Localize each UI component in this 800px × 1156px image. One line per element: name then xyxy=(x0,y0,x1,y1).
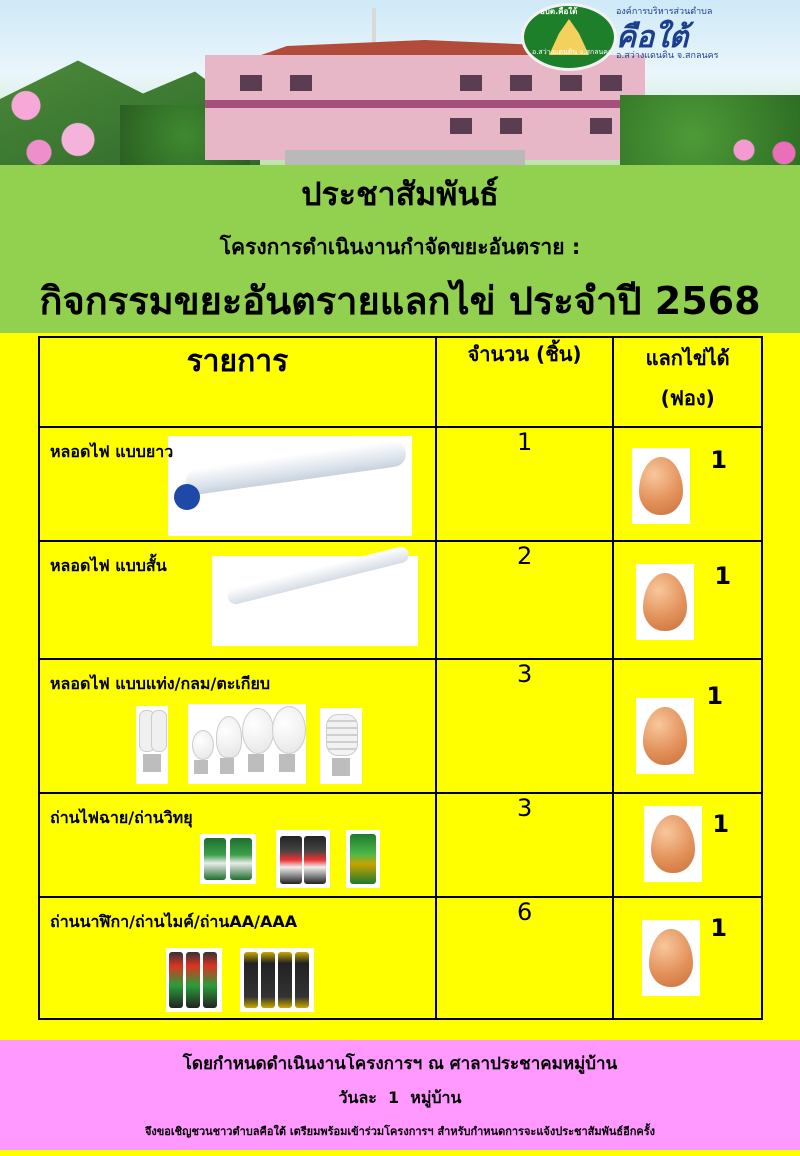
table-row xyxy=(39,897,762,1019)
egg-image xyxy=(632,448,690,524)
battery-shape xyxy=(278,952,292,1008)
bulb-base xyxy=(332,758,350,776)
aaa-battery-image xyxy=(240,948,314,1012)
item-label: ถ่านไฟฉาย/ถ่านวิทยุ xyxy=(50,808,193,827)
egg-image xyxy=(642,920,700,996)
item-cell xyxy=(39,427,436,541)
header-exchange-line2: (ฟอง) xyxy=(660,386,715,410)
eggs-value: 1 xyxy=(710,446,728,474)
building-window xyxy=(600,75,622,91)
bulb-shape xyxy=(242,708,274,754)
logo-top-text: อบต.คือใต้ xyxy=(540,7,578,16)
cfl-straight-image xyxy=(136,706,168,784)
org-location: อ.สว่างแดนดิน จ.สกลนคร xyxy=(616,51,719,61)
bulb-shape xyxy=(192,730,214,760)
flowers-left xyxy=(0,80,130,165)
item-cell xyxy=(39,659,436,793)
battery-shape xyxy=(169,952,183,1008)
egg-image xyxy=(636,698,694,774)
eggs-value: 1 xyxy=(714,562,732,590)
item-cell xyxy=(39,897,436,1019)
tube-cap xyxy=(174,484,200,510)
battery-shape xyxy=(203,952,217,1008)
egg-icon xyxy=(649,929,693,987)
org-type: องค์การบริหารส่วนตำบล xyxy=(616,7,713,17)
item-label: หลอดไฟ แบบแท่ง/กลม/ตะเกียบ xyxy=(50,674,270,693)
eggs-cell xyxy=(613,659,762,793)
flowers-right xyxy=(720,135,800,165)
battery-shape xyxy=(186,952,200,1008)
header-quantity: จำนวน (ชิ้น) xyxy=(436,337,614,427)
eggs-value: 1 xyxy=(710,914,728,942)
egg-image xyxy=(636,564,694,640)
tube-glass xyxy=(184,439,407,496)
announcement-title: ประชาสัมพันธ์ xyxy=(301,175,499,213)
green-battery-image xyxy=(346,830,380,888)
project-title: โครงการดำเนินงานกำจัดขยะอันตราย : xyxy=(219,235,581,259)
quantity-cell: 3 xyxy=(436,793,614,897)
battery-shape xyxy=(350,834,376,884)
eggs-cell xyxy=(613,427,762,541)
egg-icon xyxy=(651,815,695,873)
battery-shape xyxy=(204,838,226,880)
bulb-base xyxy=(194,760,208,774)
eggs-value: 1 xyxy=(712,810,730,838)
quantity-cell: 6 xyxy=(436,897,614,1019)
bulb-base xyxy=(220,758,234,774)
footer-band xyxy=(0,1040,800,1150)
footer-line3: จึงขอเชิญชวนชาวตำบลคือใต้ เตรียมพร้อมเข้าร่วมโครงการฯ สำหรับกำหนดการจะแจ้งประชาสัมพันธ์อีกครั้ง xyxy=(144,1125,656,1138)
battery-shape xyxy=(261,952,275,1008)
long-tube-image xyxy=(168,436,412,536)
d-battery-image xyxy=(200,834,256,884)
bulb-base xyxy=(143,754,161,772)
egg-icon xyxy=(643,573,687,631)
battery-shape xyxy=(295,952,309,1008)
battery-shape xyxy=(280,836,302,884)
eggs-cell xyxy=(613,541,762,659)
eggs-cell xyxy=(613,897,762,1019)
building-floor-band xyxy=(205,100,645,108)
battery-shape xyxy=(230,838,252,880)
table-row xyxy=(39,427,762,541)
footer-line1: โดยกำหนดดำเนินงานโครงการฯ ณ ศาลาประชาคมหมู่บ้าน xyxy=(182,1054,618,1074)
item-cell xyxy=(39,541,436,659)
battery-shape xyxy=(304,836,326,884)
cfl-spiral-image xyxy=(320,708,362,784)
battery-shape xyxy=(244,952,258,1008)
item-label: ถ่านนาฬิกา/ถ่านไมค์/ถ่านAA/AAA xyxy=(50,912,298,931)
bulb-shape xyxy=(272,706,306,754)
logo-bottom-text: อ.สว่างแดนดิน จ.สกลนคร xyxy=(532,48,612,56)
exchange-table xyxy=(38,336,763,1020)
c-battery-image xyxy=(276,830,330,888)
building-window xyxy=(560,75,582,91)
building-window xyxy=(500,118,522,134)
footer-line2: วันละ 1 หมู่บ้าน xyxy=(338,1088,462,1107)
led-bulbs-image xyxy=(188,704,306,784)
egg-icon xyxy=(643,707,687,765)
building-window xyxy=(240,75,262,91)
cfl-spiral xyxy=(326,714,358,756)
egg-icon xyxy=(639,457,683,515)
bulb-shape xyxy=(216,716,242,758)
table-row xyxy=(39,793,762,897)
building-window xyxy=(510,75,532,91)
header-banner-photo xyxy=(0,0,800,165)
quantity-cell: 2 xyxy=(436,541,614,659)
header-exchange xyxy=(613,337,762,427)
building-window xyxy=(460,75,482,91)
aa-battery-image xyxy=(166,948,222,1012)
building-window xyxy=(290,75,312,91)
item-cell xyxy=(39,793,436,897)
header-exchange-line1: แลกไข่ได้ xyxy=(645,346,730,370)
bulb-base xyxy=(279,754,295,772)
cfl-tube xyxy=(151,710,167,752)
eggs-cell xyxy=(613,793,762,897)
table-header-row xyxy=(39,337,762,427)
org-name: คือใต้ xyxy=(616,20,689,55)
egg-image xyxy=(644,806,702,882)
bulb-base xyxy=(248,754,264,772)
header-item: รายการ xyxy=(39,337,436,427)
activity-title: กิจกรรมขยะอันตรายแลกไข่ ประจำปี 2568 xyxy=(39,279,761,323)
eggs-value: 1 xyxy=(706,682,724,710)
title-band xyxy=(0,165,800,333)
table-row xyxy=(39,541,762,659)
building-window xyxy=(450,118,472,134)
building-window xyxy=(590,118,612,134)
table-row xyxy=(39,659,762,793)
short-tube-image xyxy=(212,556,418,646)
quantity-cell: 1 xyxy=(436,427,614,541)
tube-glass xyxy=(226,545,410,606)
item-label: หลอดไฟ แบบสั้น xyxy=(50,556,167,575)
item-label: หลอดไฟ แบบยาว xyxy=(50,442,174,461)
quantity-cell: 3 xyxy=(436,659,614,793)
walkway xyxy=(285,150,525,165)
